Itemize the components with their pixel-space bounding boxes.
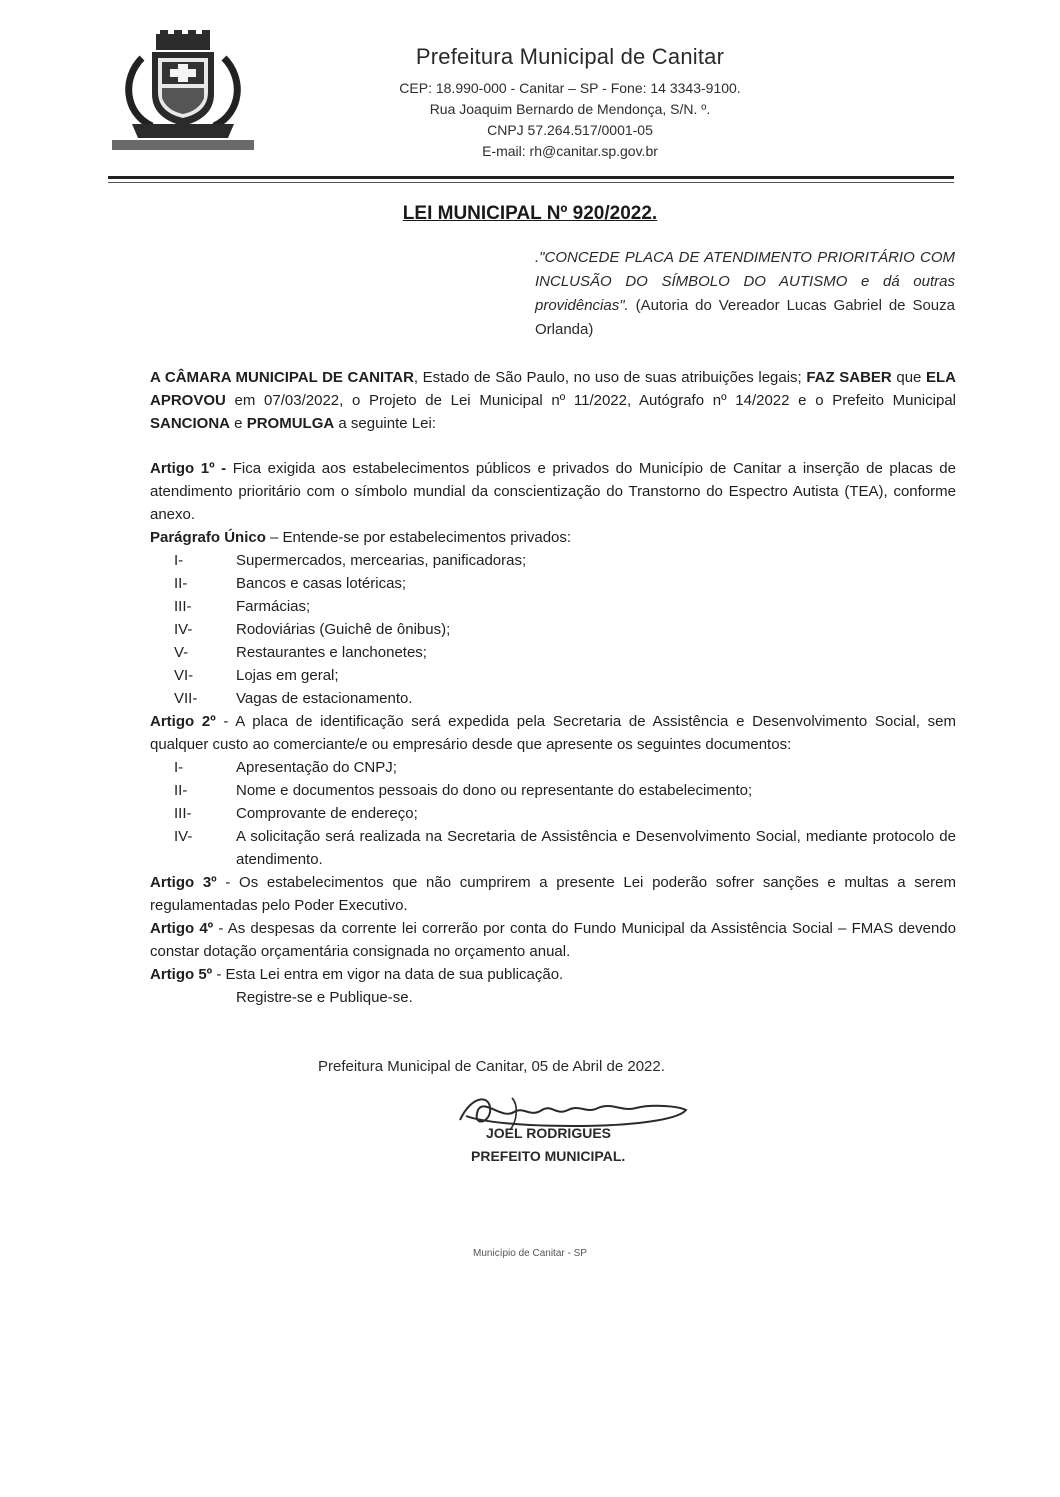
list-item bbox=[150, 779, 956, 802]
list-item-number: IV- bbox=[174, 621, 193, 638]
article-1 bbox=[150, 457, 956, 526]
municipal-coat-of-arms-icon bbox=[112, 28, 254, 152]
list-item bbox=[150, 664, 956, 687]
letterhead-email: E-mail: rh@canitar.sp.gov.br bbox=[482, 143, 658, 159]
list-item-text: Nome e documentos pessoais do dono ou representante do estabelecimento; bbox=[236, 782, 753, 799]
sole-paragraph-text: – Entende-se por estabelecimentos privados: bbox=[265, 529, 572, 546]
signatory-name: JOEL RODRIGUES bbox=[486, 1125, 611, 1141]
list-item-number: VII- bbox=[174, 690, 198, 707]
preamble-aprovou: ELA APROVOU bbox=[150, 369, 956, 409]
article-2-label: Artigo 2º bbox=[150, 713, 216, 730]
signatory-role: PREFEITO MUNICIPAL. bbox=[471, 1148, 626, 1164]
list-item-number: V- bbox=[174, 644, 189, 661]
sole-paragraph-label: Parágrafo Único bbox=[150, 529, 266, 546]
law-body bbox=[150, 366, 956, 1009]
list-item-text: A solicitação será realizada na Secretaria de Assistência e Desenvolvimento Social, mediante protocolo de atendimento. bbox=[236, 828, 956, 868]
list-item-text: Apresentação do CNPJ; bbox=[236, 759, 397, 776]
list-item-text: Supermercados, mercearias, panificadoras; bbox=[236, 552, 527, 569]
header-divider-thin bbox=[108, 182, 954, 183]
letterhead-cnpj: CNPJ 57.264.517/0001-05 bbox=[487, 122, 653, 138]
organization-name: Prefeitura Municipal de Canitar bbox=[415, 44, 725, 69]
list-item-number: I- bbox=[174, 552, 184, 569]
list-item bbox=[150, 641, 956, 664]
list-item-text: Lojas em geral; bbox=[236, 667, 339, 684]
article-4-text: - As despesas da corrente lei correrão por conta do Fundo Municipal da Assistência Social – FMAS devendo constar dotação orçamentária consignada no orçamento anual. bbox=[150, 920, 956, 960]
list-item-text: Vagas de estacionamento. bbox=[236, 690, 413, 707]
article-3-label: Artigo 3º bbox=[150, 874, 217, 891]
article-1-text: Fica exigida aos estabelecimentos públicos e privados do Município de Canitar a inserção de placas de atendimento prioritário com o símbolo mundial da conscientização do Transtorno do Espectro Autista (TEA), conforme anexo. bbox=[150, 460, 956, 523]
list-item-number: III- bbox=[174, 805, 192, 822]
article-1-list bbox=[150, 549, 956, 710]
letterhead bbox=[340, 44, 800, 162]
article-2-list bbox=[150, 756, 956, 871]
list-item bbox=[150, 595, 956, 618]
preamble-chamber: A CÂMARA MUNICIPAL DE CANITAR bbox=[150, 369, 414, 386]
list-item bbox=[150, 687, 956, 710]
list-item-text: Bancos e casas lotéricas; bbox=[236, 575, 407, 592]
preamble bbox=[150, 366, 956, 435]
list-item-text: Farmácias; bbox=[236, 598, 311, 615]
list-item bbox=[150, 802, 956, 825]
law-summary-text: ."CONCEDE PLACA DE ATENDIMENTO PRIORITÁRIO COM INCLUSÃO DO SÍMBOLO DO AUTISMO e dá outras providências". bbox=[535, 249, 955, 314]
list-item-number: IV- bbox=[174, 828, 193, 845]
place-and-date: Prefeitura Municipal de Canitar, 05 de Abril de 2022. bbox=[318, 1058, 665, 1075]
letterhead-cep-phone: CEP: 18.990-000 - Canitar – SP - Fone: 14 3343-9100. bbox=[399, 80, 741, 96]
preamble-faz-saber: FAZ SABER bbox=[806, 369, 892, 386]
list-item-text: Restaurantes e lanchonetes; bbox=[236, 644, 427, 661]
list-item-number: III- bbox=[174, 598, 192, 615]
list-item bbox=[150, 618, 956, 641]
article-3-text: - Os estabelecimentos que não cumprirem a presente Lei poderão sofrer sanções e multas a serem regulamentadas pelo Poder Executivo. bbox=[150, 874, 956, 914]
list-item bbox=[150, 825, 956, 871]
list-item-text: Comprovante de endereço; bbox=[236, 805, 418, 822]
preamble-text-2: que bbox=[891, 369, 926, 386]
list-item-text: Rodoviárias (Guichê de ônibus); bbox=[236, 621, 451, 638]
article-2 bbox=[150, 710, 956, 756]
list-item bbox=[150, 572, 956, 595]
list-item bbox=[150, 549, 956, 572]
article-3 bbox=[150, 871, 956, 917]
article-4 bbox=[150, 917, 956, 963]
list-item-number: II- bbox=[174, 575, 188, 592]
list-item bbox=[150, 756, 956, 779]
list-item-number: VI- bbox=[174, 667, 194, 684]
preamble-sanciona: SANCIONA bbox=[150, 415, 231, 432]
preamble-text-1: , Estado de São Paulo, no uso de suas atribuições legais; bbox=[413, 369, 807, 386]
article-5-label: Artigo 5º bbox=[150, 966, 213, 983]
sole-paragraph bbox=[150, 526, 956, 549]
preamble-text-3: em 07/03/2022, o Projeto de Lei Municipal nº 11/2022, Autógrafo nº 14/2022 e o Prefeito Municipal bbox=[225, 392, 956, 409]
preamble-promulga: PROMULGA bbox=[246, 415, 335, 432]
list-item-number: II- bbox=[174, 782, 188, 799]
page-footer: Município de Canitar - SP bbox=[473, 1248, 587, 1259]
law-title: LEI MUNICIPAL Nº 920/2022. bbox=[402, 203, 658, 224]
letterhead-address: Rua Joaquim Bernardo de Mendonça, S/N. º. bbox=[429, 101, 711, 117]
article-4-label: Artigo 4º bbox=[150, 920, 214, 937]
article-1-label: Artigo 1º - bbox=[150, 460, 227, 477]
article-2-text: - A placa de identificação será expedida pela Secretaria de Assistência e Desenvolvimento Social, sem qualquer custo ao comerciante/e ou empresário desde que apresente os seguintes documentos: bbox=[150, 713, 956, 753]
registration-note: Registre-se e Publique-se. bbox=[236, 989, 413, 1006]
header-divider bbox=[108, 176, 954, 179]
law-summary-author: (Autoria do Vereador Lucas Gabriel de Souza Orlanda) bbox=[535, 297, 955, 338]
article-5-text: - Esta Lei entra em vigor na data de sua publicação. bbox=[212, 966, 564, 983]
list-item-number: I- bbox=[174, 759, 184, 776]
preamble-text-4: e bbox=[230, 415, 247, 432]
preamble-text-5: a seguinte Lei: bbox=[334, 415, 436, 432]
law-summary bbox=[535, 246, 955, 342]
article-5 bbox=[150, 963, 956, 986]
